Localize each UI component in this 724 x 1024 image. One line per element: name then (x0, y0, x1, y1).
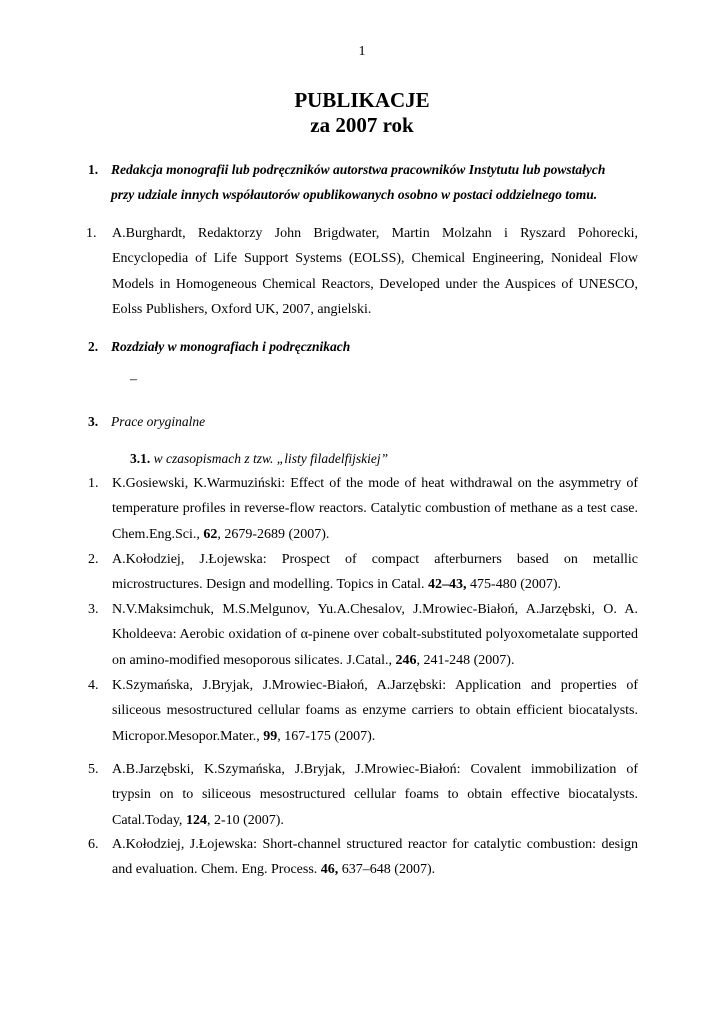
publication-pages-year: 475-480 (2007). (466, 577, 562, 593)
publication-volume: 246 (395, 652, 417, 668)
publication-citation: K.Szymańska, J.Bryjak, J.Mrowiec-Białoń, A.Jarzębski: Application and properties of siliceous mesostructured cellular foams as enzyme carriers to obtain efficient biocatalysts. Micropor.Mesopor.Mater., (112, 678, 638, 744)
publication-volume: 46, (320, 862, 339, 878)
publication-pages-year: , 167-175 (2007). (277, 728, 376, 744)
publication-number: 1. (88, 476, 99, 491)
publication-text (112, 832, 638, 883)
publication-citation: K.Gosiewski, K.Warmuziński: Effect of the mode of heat withdrawal on the asymmetry of temperature profiles in reverse-flow reactors. Catalytic combustion of methane as a test case. Chem.Eng.Sci., (112, 476, 638, 542)
publication-number: 4. (88, 678, 99, 693)
subsection-number: 3.1. (130, 451, 151, 466)
publication-volume: 124 (185, 812, 207, 828)
title-line-1: PUBLIKACJE (294, 88, 430, 112)
publication-citation: A.Kołodziej, J.Łojewska: Prospect of compact afterburners based on metallic microstructures. Design and modelling. Topics in Catal. (112, 552, 638, 593)
publication-volume: 42–43, (428, 577, 467, 593)
publication-text (112, 597, 638, 673)
publication-number: 3. (88, 602, 99, 617)
subsection-title: w czasopismach z tzw. „listy filadelfijskiej” (153, 451, 389, 466)
publication-citation: A.Kołodziej, J.Łojewska: Short-channel structured reactor for catalytic combustion: design and evaluation. Chem. Eng. Process. (112, 837, 638, 878)
section-3-title: Prace oryginalne (111, 414, 206, 429)
publication-volume: 62 (203, 526, 218, 542)
section-3-number: 3. (88, 414, 99, 429)
publication-text (112, 547, 638, 598)
section-2-title: Rozdziały w monografiach i podręcznikach (111, 339, 351, 354)
publication-citation: A.B.Jarzębski, K.Szymańska, J.Bryjak, J.Mrowiec-Białoń: Covalent immobilization of trypsin on to siliceous mesostructured cellular foams to obtain effective biocatalysts. Catal.Today, (112, 762, 638, 828)
publication-text (112, 673, 638, 749)
publication-number: 2. (88, 552, 99, 567)
publication-pages-year: , 2-10 (2007). (206, 812, 284, 828)
section-1-number: 1. (88, 162, 99, 177)
section-2-empty-dash: – (130, 372, 137, 387)
publication-text (112, 757, 638, 833)
section-1-title: Redakcja monografii lub podręczników autorstwa pracowników Instytutu lub powstałych przy udziale innych współautorów opublikowanych osobno w postaci oddzielnego tomu. (111, 162, 606, 202)
title-line-2: za 2007 rok (310, 113, 414, 137)
publication-pages-year: 637–648 (2007). (338, 862, 436, 878)
page-number: 1 (358, 44, 366, 59)
publication-pages-year: , 2679-2689 (2007). (217, 526, 330, 542)
entry-text: A.Burghardt, Redaktorzy John Brigdwater, Martin Molzahn i Ryszard Pohorecki, Encyclopedia of Life Support Systems (EOLSS), Chemical Engineering, Nonideal Flow Models in Homogeneous Chemical Reactors, Developed under the Auspices of UNESCO, Eolss Publishers, Oxford UK, 2007, angielski. (112, 226, 638, 317)
publication-number: 5. (88, 762, 99, 777)
subsection-heading (130, 446, 388, 471)
entry-number: 1. (86, 226, 97, 241)
publication-volume: 99 (263, 728, 278, 744)
publication-number: 6. (88, 837, 99, 852)
publication-citation: N.V.Maksimchuk, M.S.Melgunov, Yu.A.Chesalov, J.Mrowiec-Białoń, A.Jarzębski, O. A. Kholdeeva: Aerobic oxidation of α-pinene over cobalt-substituted polyoxometalate supported on amino-modified mesoporous silicates. J.Catal., (112, 602, 638, 668)
page-title (0, 88, 724, 138)
publication-text (112, 471, 638, 547)
publication-pages-year: , 241-248 (2007). (416, 652, 515, 668)
section-2-number: 2. (88, 339, 99, 354)
